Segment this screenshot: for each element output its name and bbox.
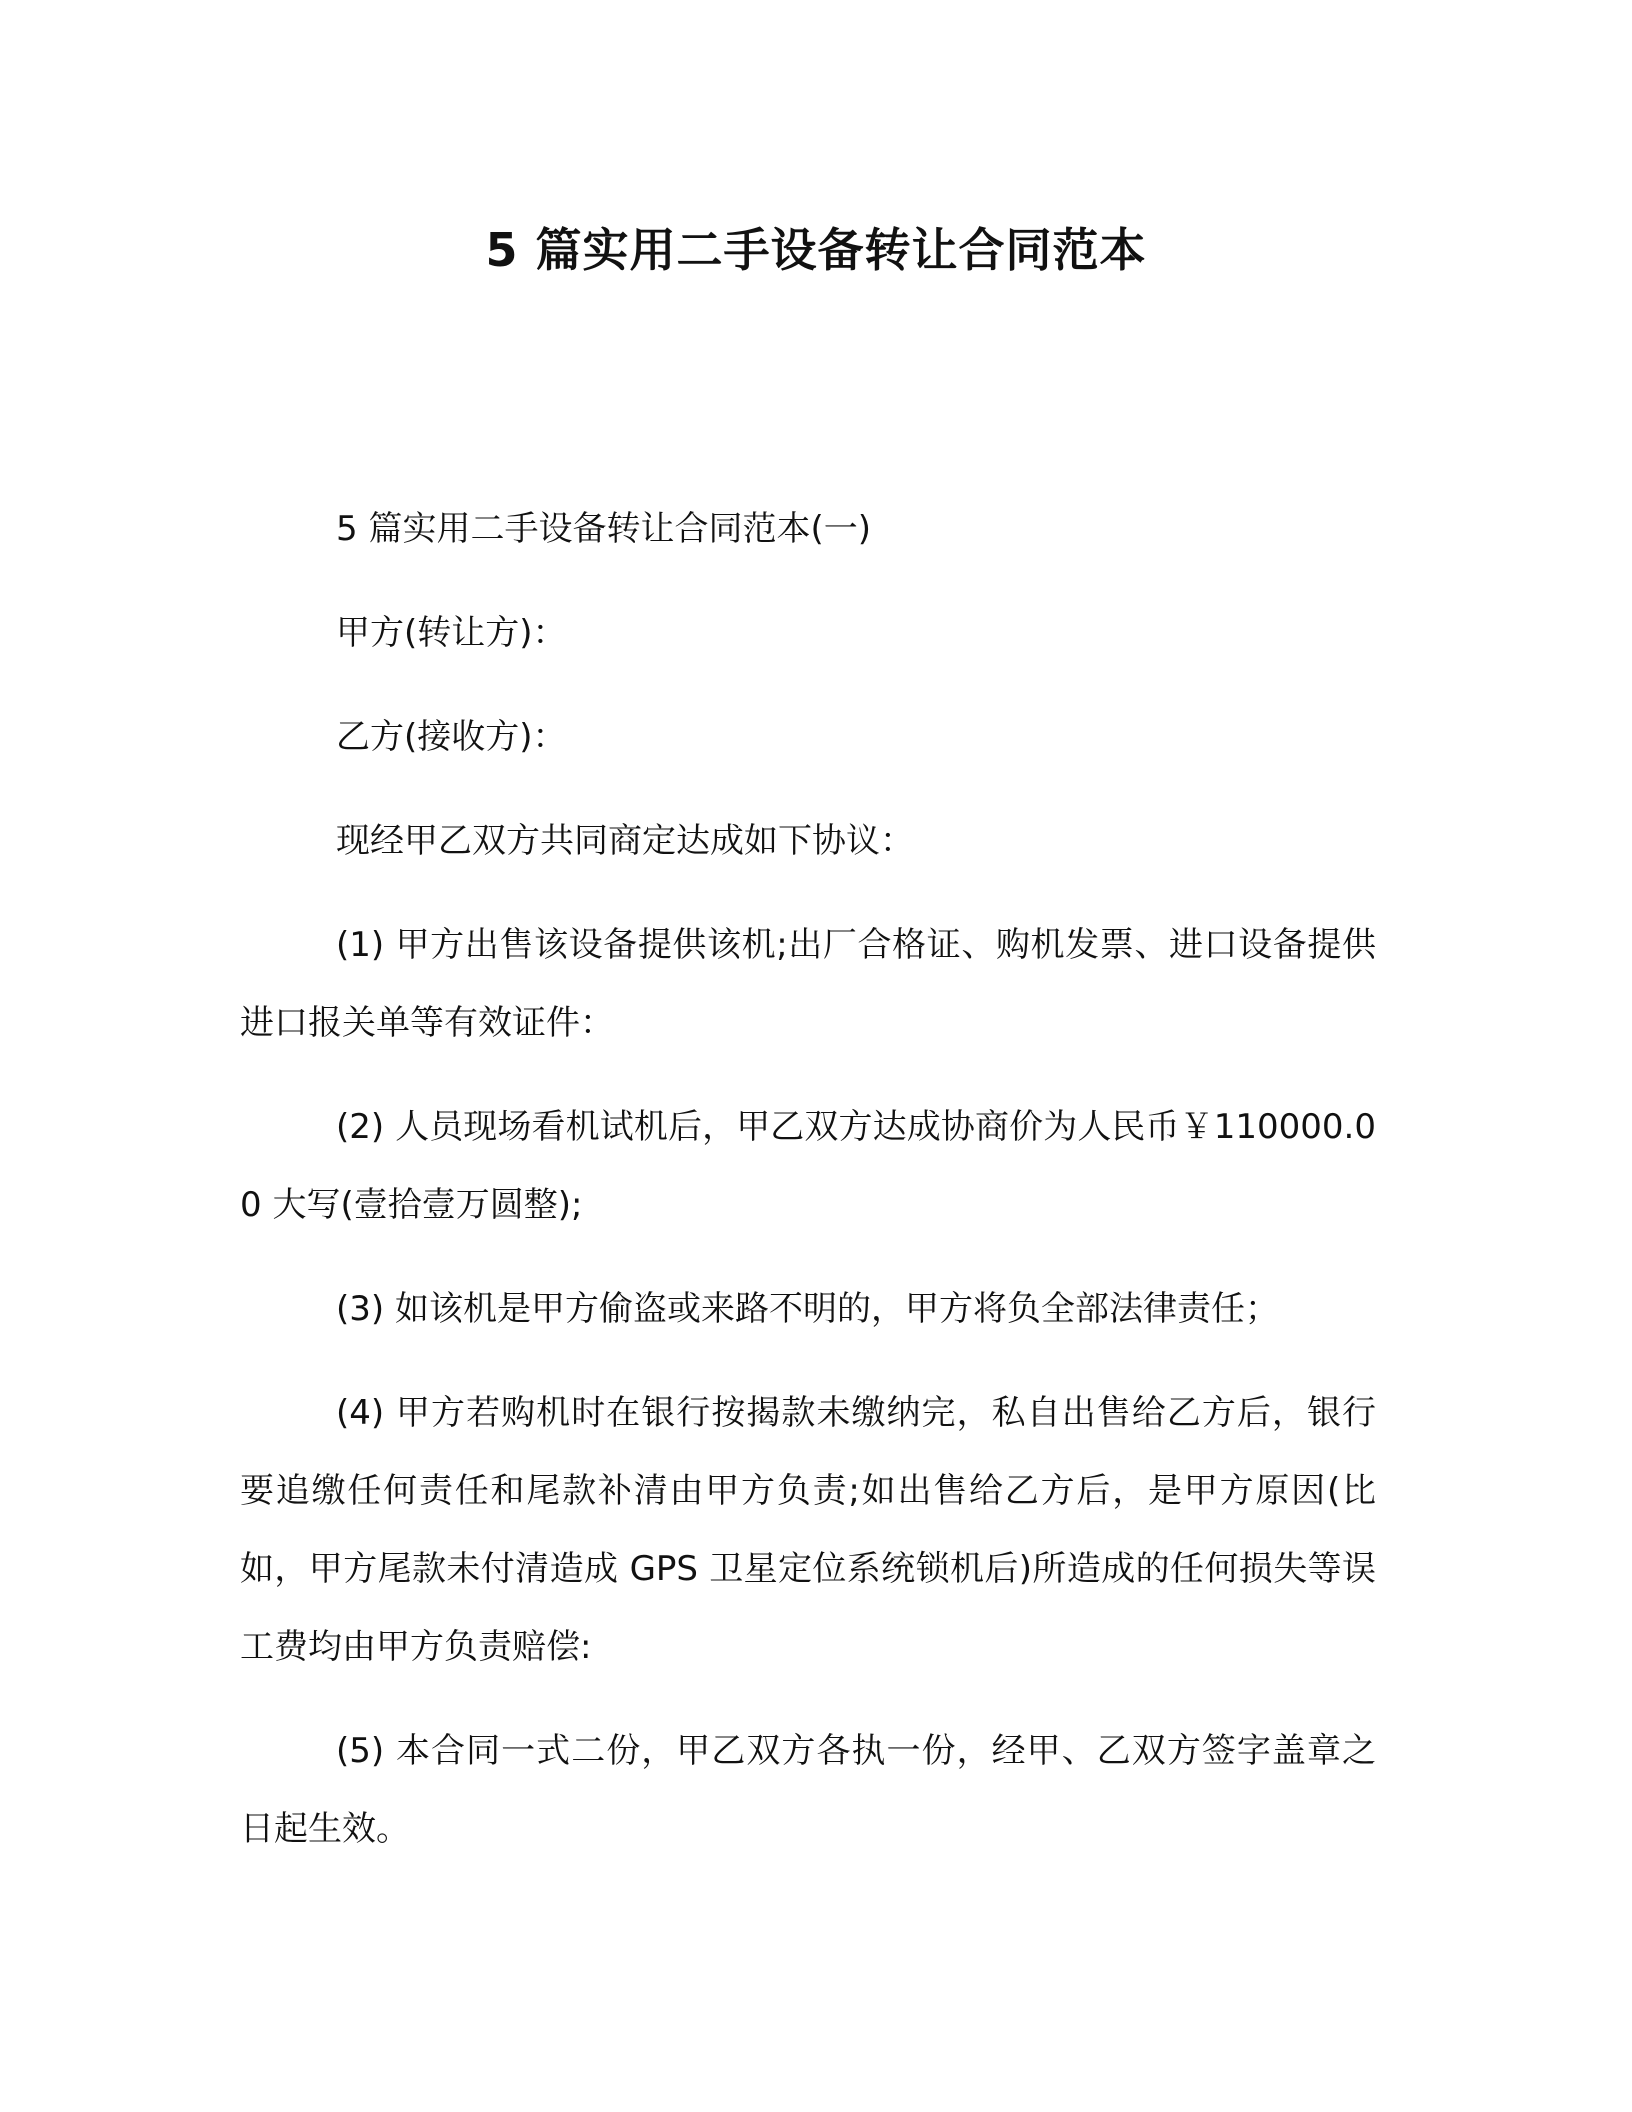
paragraph-clause-1: (1) 甲方出售该设备提供该机;出厂合格证、购机发票、进口设备提供进口报关单等有效证件：: [240, 925, 1376, 1043]
paragraph-party-b: 乙方(接收方)：: [336, 717, 567, 757]
paragraph-agreement-intro: 现经甲乙双方共同商定达成如下协议：: [336, 821, 914, 861]
paragraph-clause-3: (3) 如该机是甲方偷盗或来路不明的，甲方将负全部法律责任；: [336, 1289, 1279, 1329]
paragraph-clause-5: (5) 本合同一式二份，甲乙双方各执一份，经甲、乙双方签字盖章之日起生效。: [240, 1731, 1376, 1849]
paragraph-clause-2: (2) 人员现场看机试机后，甲乙双方达成协商价为人民币￥110000.00 大写(壹拾壹万圆整);: [240, 1107, 1376, 1225]
document-body: [240, 490, 1376, 1894]
paragraph-section-heading: 5 篇实用二手设备转让合同范本(一): [336, 509, 871, 549]
paragraph-clause-4: (4) 甲方若购机时在银行按揭款未缴纳完，私自出售给乙方后，银行要追缴任何责任和尾款补清由甲方负责;如出售给乙方后，是甲方原因(比如，甲方尾款未付清造成 GPS 卫星定位系统锁机后)所造成的任何损失等误工费均由甲方负责赔偿:: [240, 1393, 1376, 1667]
paragraph-party-a: 甲方(转让方)：: [336, 613, 567, 653]
document-title: 5 篇实用二手设备转让合同范本: [485, 223, 1147, 277]
